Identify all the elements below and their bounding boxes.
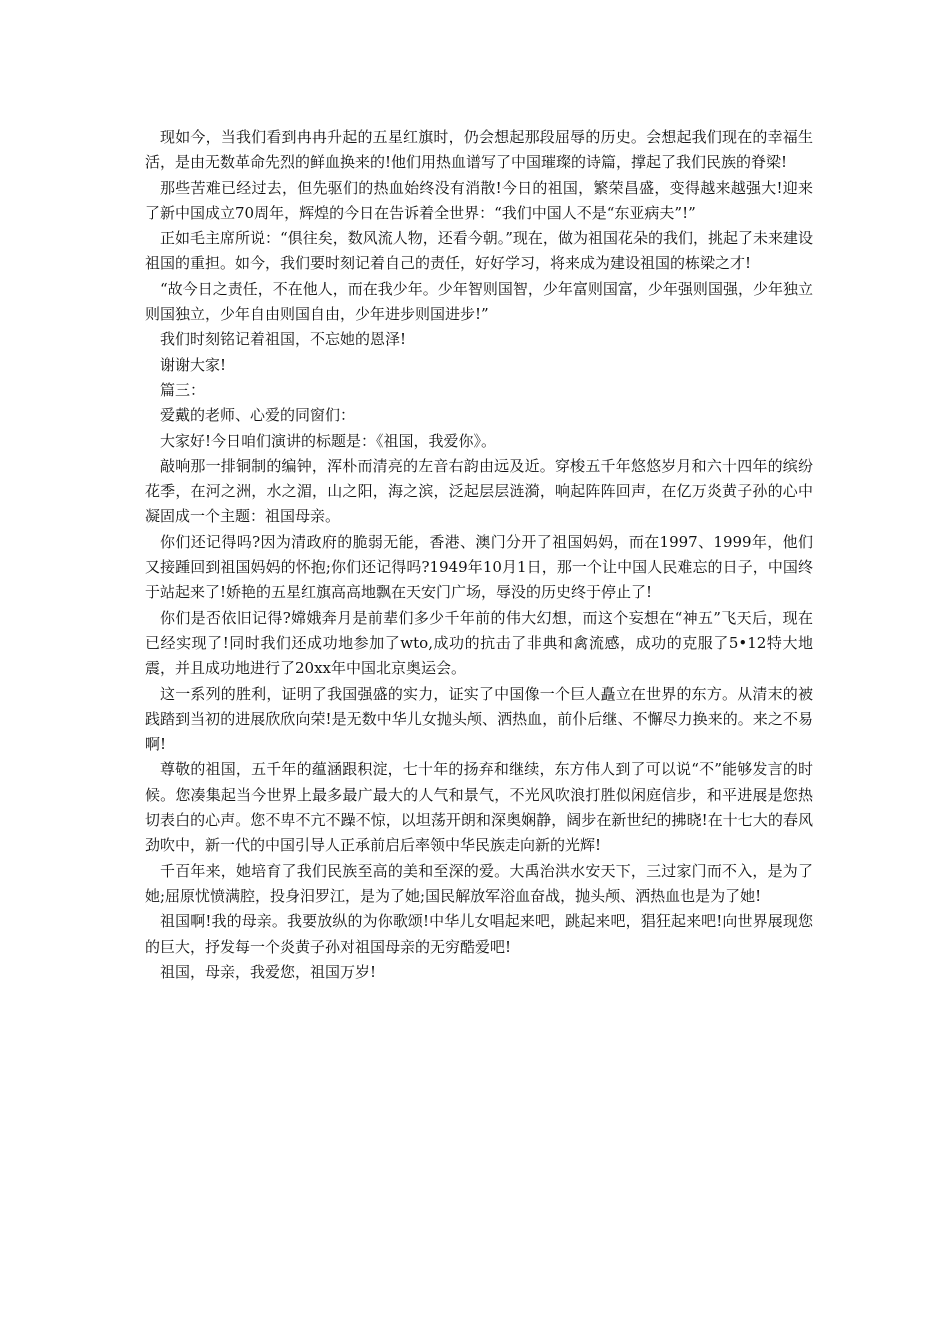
- paragraph: 尊敬的祖国，五千年的蕴涵跟积淀，七十年的扬弃和继续，东方伟人到了可以说“不”能够发言的时候。您凑集起当今世界上最多最广最大的人气和景气，不光风吹浪打胜似闲庭信步，和平进展是您热切表白的心声。您不卑不亢不躁不惊，以坦荡开朗和深奥娴静，阔步在新世纪的拂晓!在十七大的春风劲吹中，新一代的中国引导人正承前启后率领中华民族走向新的光辉!: [145, 760, 813, 855]
- section-heading: 篇三：: [160, 380, 206, 399]
- paragraph: 敲响那一排铜制的编钟，浑朴而清亮的左音右韵由远及近。穿梭五千年悠悠岁月和六十四年的缤纷花季，在河之洲，水之湄，山之阳，海之滨，泛起层层涟漪，响起阵阵回声，在亿万炎黄子孙的心中凝固成一个主题：祖国母亲。: [145, 456, 813, 526]
- paragraph: 现如今，当我们看到冉冉升起的五星红旗时，仍会想起那段屈辱的历史。会想起我们现在的幸福生活，是由无数革命先烈的鲜血换来的!他们用热血谱写了中国璀璨的诗篇，撑起了我们民族的脊梁!: [145, 128, 813, 172]
- paragraph: 大家好!今日咱们演讲的标题是：《祖国，我爱你》。: [160, 431, 497, 450]
- paragraph: 祖国啊!我的母亲。我要放纵的为你歌颂!中华儿女唱起来吧，跳起来吧，猖狂起来吧!向世界展现您的巨大，抒发每一个炎黄子孙对祖国母亲的无穷酷爱吧!: [145, 912, 813, 956]
- paragraph: 谢谢大家!: [160, 355, 227, 374]
- paragraph: 我们时刻铭记着祖国，不忘她的恩泽!: [160, 330, 407, 349]
- document-body: [145, 125, 813, 985]
- paragraph: 正如毛主席所说：“俱往矣，数风流人物，还看今朝。”现在，做为祖国花朵的我们，挑起了未来建设祖国的重担。如今，我们要时刻记着自己的责任，好好学习，将来成为建设祖国的栋梁之才!: [145, 229, 813, 273]
- salutation: 爱戴的老师、心爱的同窗们：: [160, 406, 356, 425]
- paragraph: 你们还记得吗?因为清政府的脆弱无能，香港、澳门分开了祖国妈妈，而在1997、1999年，他们又接踵回到祖国妈妈的怀抱;你们还记得吗?1949年10月1日，那一个让中国人民难忘的日子，中国终于站起来了!娇艳的五星红旗高高地飘在天安门广场，辱没的历史终于停止了!: [145, 532, 813, 602]
- paragraph: 祖国，母亲，我爱您，祖国万岁!: [160, 962, 377, 981]
- paragraph: 那些苦难已经过去，但先驱们的热血始终没有消散!今日的祖国，繁荣昌盛，变得越来越强大!迎来了新中国成立70周年，辉煌的今日在告诉着全世界：“我们中国人不是“东亚病夫”!”: [145, 178, 813, 222]
- paragraph: “故今日之责任，不在他人，而在我少年。少年智则国智，少年富则国富，少年强则国强，少年独立则国独立，少年自由则国自由，少年进步则国进步!”: [145, 279, 813, 324]
- paragraph: 你们是否依旧记得?嫦娥奔月是前辈们多少千年前的伟大幻想，而这个妄想在“神五”飞天后，现在已经实现了!同时我们还成功地参加了wto,成功的抗击了非典和禽流感，成功的克服了5•12特大地震，并且成功地进行了20xx年中国北京奥运会。: [145, 608, 813, 678]
- paragraph: 千百年来，她培育了我们民族至高的美和至深的爱。大禹治洪水安天下，三过家门而不入，是为了她;屈原忧愤满腔，投身汨罗江，是为了她;国民解放军浴血奋战，抛头颅、洒热血也是为了她!: [145, 861, 813, 905]
- paragraph: 这一系列的胜利，证明了我国强盛的实力，证实了中国像一个巨人矗立在世界的东方。从清末的被践踏到当初的进展欣欣向荣!是无数中华儿女抛头颅、洒热血，前仆后继、不懈尽力换来的。来之不易啊!: [145, 684, 813, 754]
